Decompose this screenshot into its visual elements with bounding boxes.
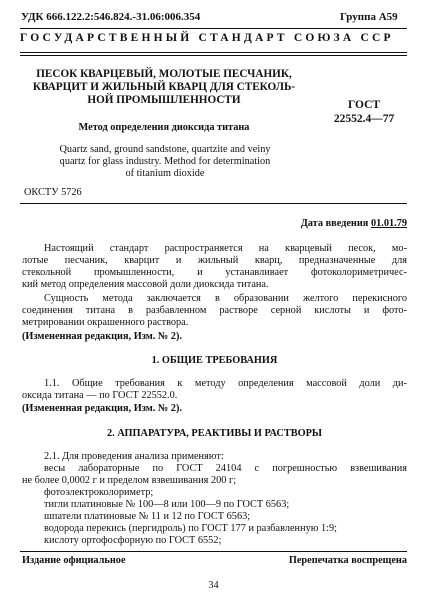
introduction-date (301, 218, 407, 230)
english-title-line: of titanium dioxide (125, 168, 205, 179)
page-number: 34 (208, 580, 219, 591)
text-line: кий метод определения массовой доли диоксида титана. (22, 279, 269, 290)
text-line: оксида титана — по ГОСТ 22552.0. (22, 390, 178, 401)
group-code: Группа А59 (340, 11, 398, 23)
title-line: КВАРЦИТ И ЖИЛЬНЫЙ КВАРЦ ДЛЯ СТЕКОЛЬ- (32, 81, 296, 93)
reprint-prohibited-note: Перепечатка воспрещена (288, 555, 407, 566)
udk-code: УДК 666.122.2:546.824.-31.06:006.354 (21, 11, 201, 23)
header-rule-3 (20, 55, 407, 56)
section-1-paragraph (22, 378, 407, 402)
title-line: НОЙ ПРОМЫШЛЕННОСТИ (87, 94, 241, 106)
text-line: соединения титана в разбавленном растворе серной кислоты и фото- (22, 305, 407, 316)
text-line: фотоэлектроколориметр; (44, 487, 154, 498)
text-line: весы лабораторные по ГОСТ 24104 с погрешностью взвешивания (44, 463, 407, 474)
text-line: 2.1. Для проведения анализа применяют: (44, 451, 224, 462)
text-line: Сущность метода заключается в образовании желтого перекисного (44, 293, 407, 304)
scope-paragraph (22, 243, 407, 291)
official-edition-note: Издание официальное (22, 555, 126, 566)
text-line: шпатели платиновые № 11 и 12 по ГОСТ 6563; (44, 511, 251, 522)
english-title-line: quartz for glass industry. Method for determination (59, 156, 271, 167)
document-title (24, 68, 304, 107)
gost-code: 22552.4—77 (333, 113, 395, 125)
header-rule (20, 28, 407, 29)
amendment-note: (Измененная редакция, Изм. № 2). (22, 331, 182, 342)
english-title (24, 144, 306, 180)
organization-heading: ГОСУДАРСТВЕННЫЙ СТАНДАРТ СОЮЗА ССР (20, 32, 394, 44)
header-rule-2 (20, 52, 407, 53)
title-line: ПЕСОК КВАРЦЕВЫЙ, МОЛОТЫЕ ПЕСЧАНИК, (36, 68, 292, 80)
text-line: метрировании окрашенного раствора. (22, 317, 189, 328)
title-block-rule (20, 203, 407, 204)
amendment-note: (Измененная редакция, Изм. № 2). (22, 403, 182, 414)
text-line: Настоящий стандарт распространяется на кварцевый песок, мо- (44, 243, 407, 254)
principle-paragraph (22, 293, 407, 329)
gost-number (318, 98, 410, 126)
introduction-date-label: Дата введения (300, 218, 369, 229)
text-line: тигли платиновые № 100—8 или 100—9 по ГОСТ 6563; (44, 499, 290, 510)
text-line: не более 0,0002 г и пределом взвешивания 200 г; (22, 475, 237, 486)
text-line: лотые песчаник, кварцит и жильный кварц, предназначенные для (22, 255, 407, 266)
section-1-heading: 1. ОБЩИЕ ТРЕБОВАНИЯ (151, 355, 278, 366)
english-title-line: Quartz sand, ground sandstone, quartzite and veiny (59, 144, 271, 155)
text-line: 1.1. Общие требования к методу определения массовой доли ди- (44, 378, 407, 389)
gost-label: ГОСТ (347, 99, 381, 111)
section-2-heading: 2. АППАРАТУРА, РЕАКТИВЫ И РАСТВОРЫ (107, 428, 322, 439)
footer-rule (20, 551, 407, 552)
text-line: стекольной промышленности, и устанавливает фотоколориметричес- (22, 267, 407, 278)
text-line: кислоту ортофосфорную по ГОСТ 6552; (44, 535, 222, 546)
introduction-date-value: 01.01.79 (370, 218, 407, 229)
section-2-list (22, 451, 407, 547)
method-title: Метод определения диоксида титана (78, 122, 250, 133)
okstu-code: ОКСТУ 5726 (24, 187, 82, 198)
text-line: водорода перекись (пергидроль) по ГОСТ 177 и разбавленную 1:9; (44, 523, 338, 534)
